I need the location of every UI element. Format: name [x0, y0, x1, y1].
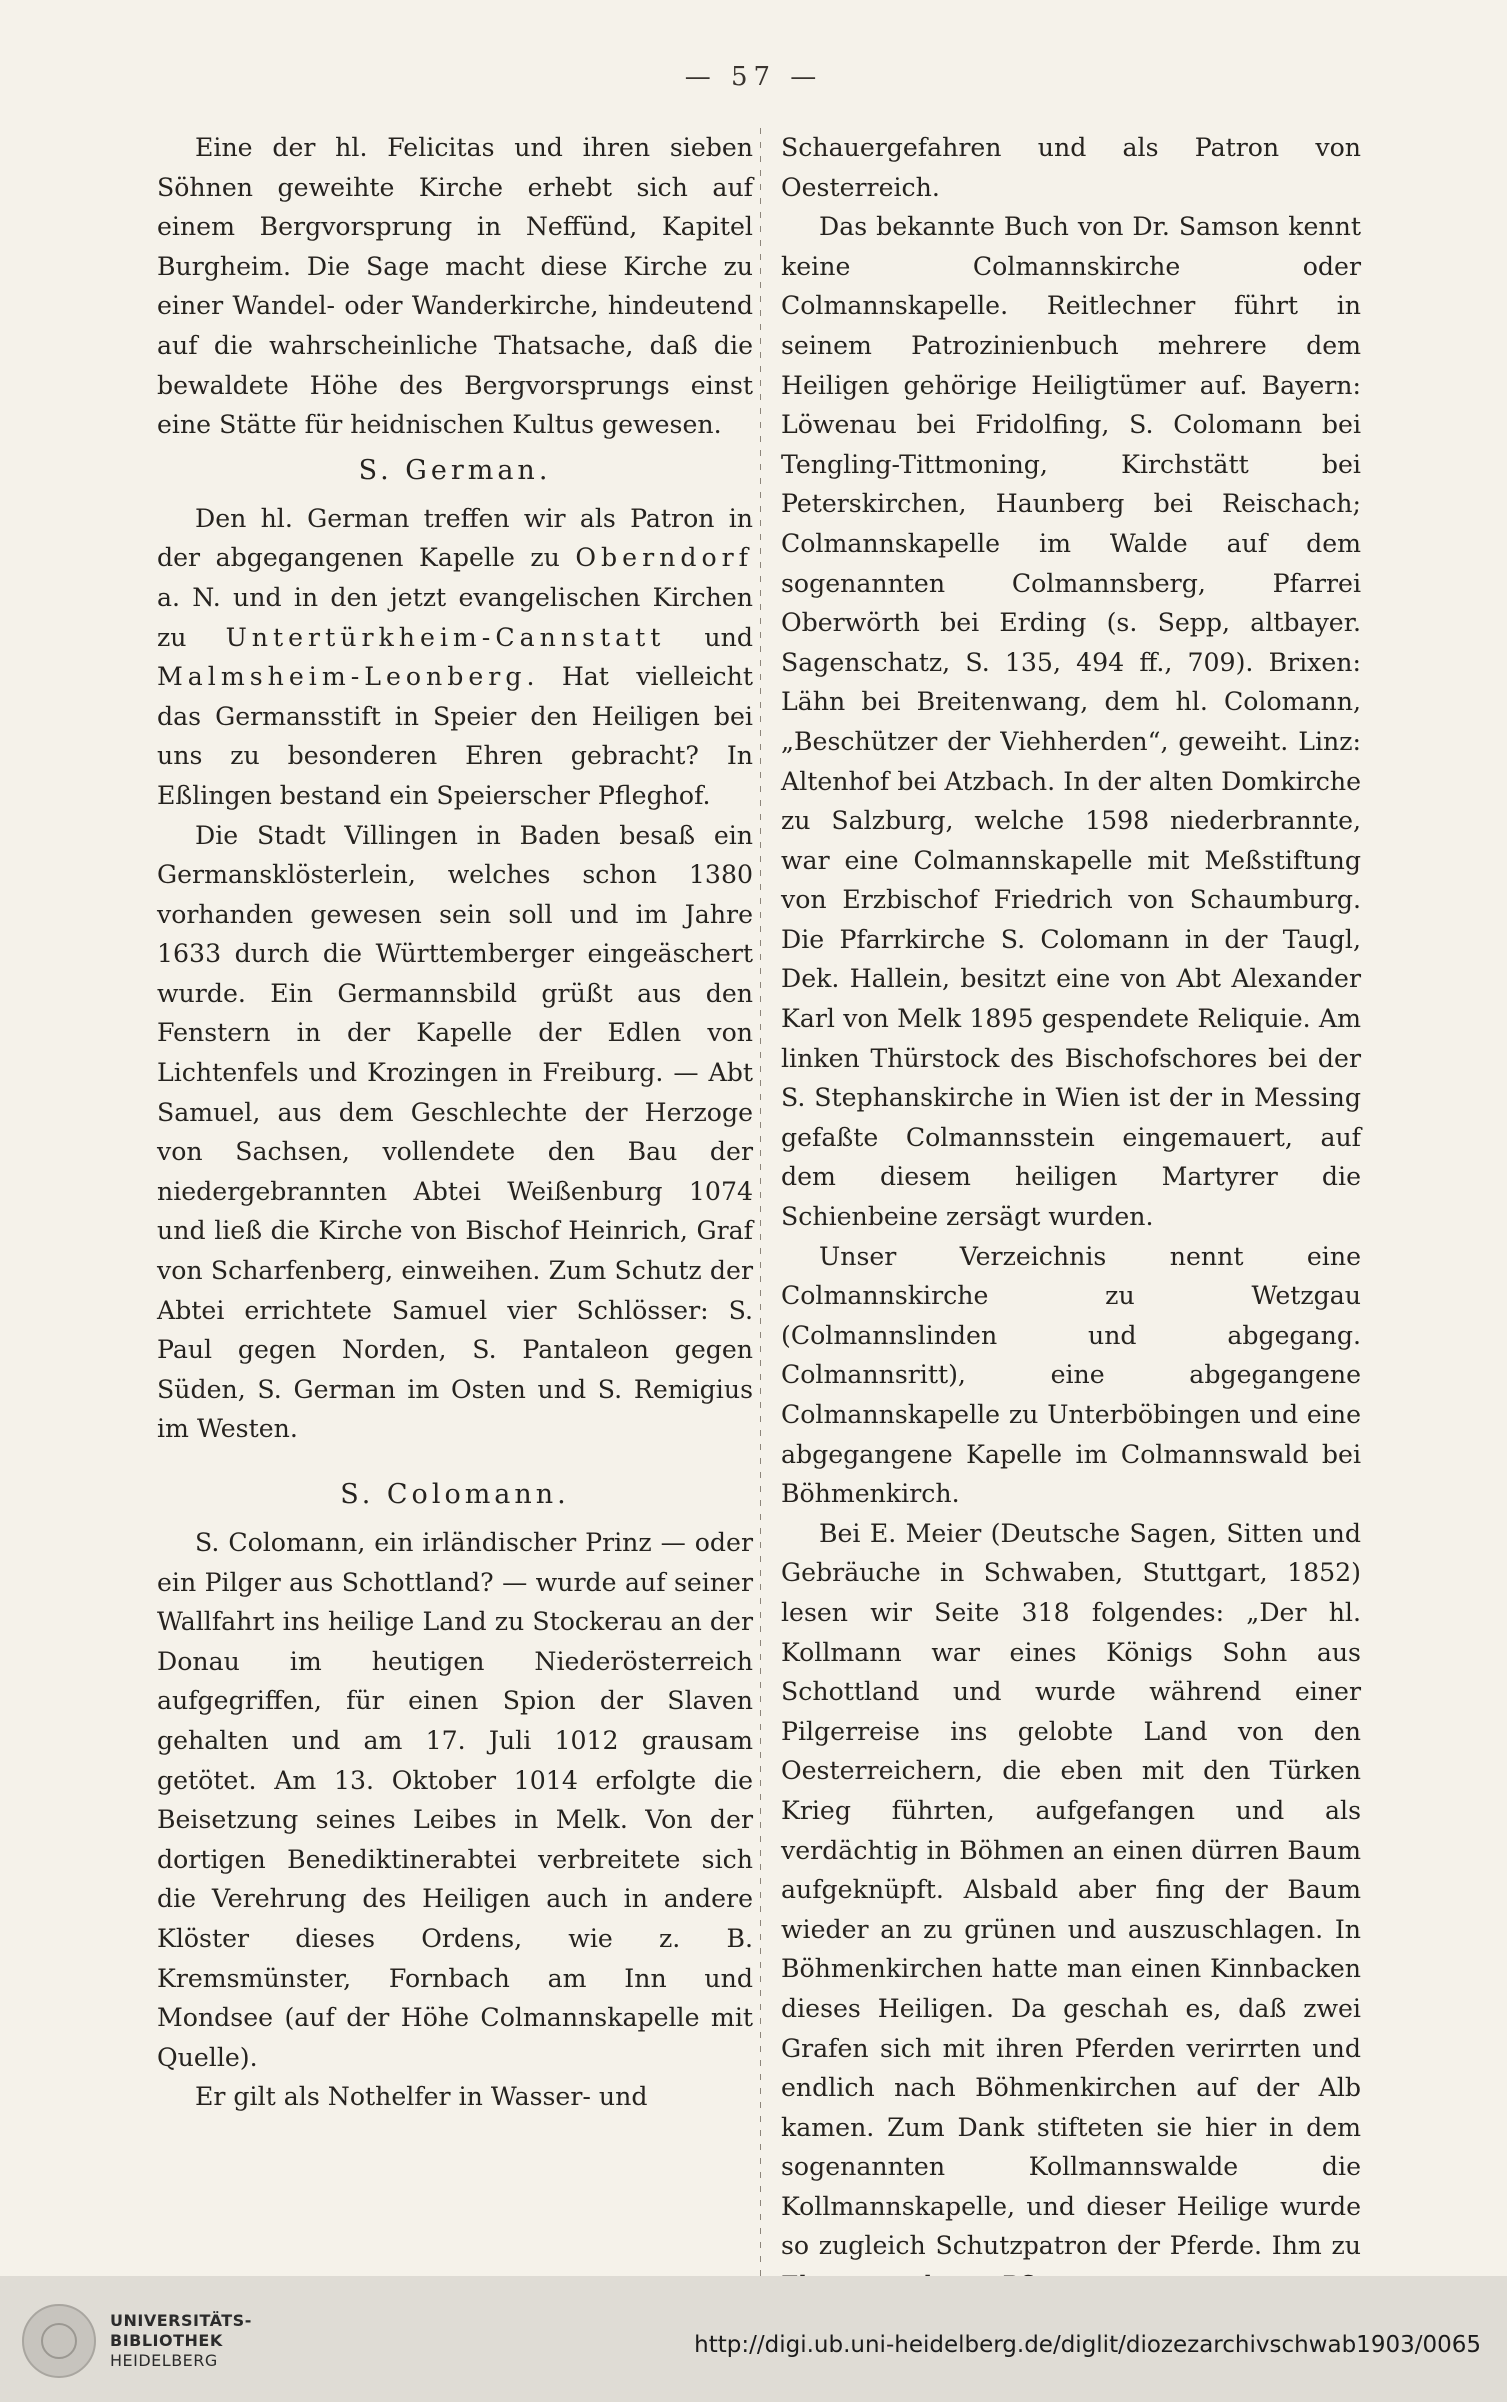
- paragraph-schauergefahren: Schauergefahren und als Patron von Oesterreich.: [781, 133, 1361, 202]
- source-url-link[interactable]: http://digi.ub.uni-heidelberg.de/diglit/diozezarchivschwab1903/0065: [694, 2332, 1481, 2358]
- library-name-line: HEIDELBERG: [110, 2351, 218, 2370]
- place-malmsheim: Malmsheim-Leonberg: [157, 662, 527, 692]
- place-untertuerkheim: Untertürkheim-Cannstatt: [225, 622, 666, 652]
- paragraph-colomann: S. Colomann, ein irländischer Prinz — oder ein Pilger aus Schottland? — wurde auf seiner Wallfahrt ins heilige Land zu Stockerau an der Donau im heutigen Niederösterreich aufgegriffen, für einen Spion der Slaven gehalten und am 17. Juli 1012 grausam getötet. Am 13. Oktober 1014 erfolgte die Beisetzung seines Leibes in Melk. Von der dortigen Benediktinerabtei verbreitete sich die Verehrung des Heiligen auch in andere Klöster dieses Ordens, wie z. B. Kremsmünster, Fornbach am Inn und Mondsee (auf der Höhe Colmannskapelle mit Quelle).: [157, 1528, 753, 2072]
- right-column: [781, 128, 1361, 2306]
- text-segment: und: [665, 622, 754, 652]
- paragraph-samson: Das bekannte Buch von Dr. Samson kennt keine Colmannskirche oder Colmannskapelle. Reitlechner führt in seinem Patrozinienbuch mehrere dem Heiligen gehörige Heiligtümer auf. Bayern: Löwenau bei Fridolfing, S. Colomann bei Tengling-Tittmoning, Kirchstätt bei Peterskirchen, Haunberg bei Reischach; Colmannskapelle im Walde auf dem sogenannten Colmannsberg, Pfarrei Oberwörth bei Erding (s. Sepp, altbayer. Sagenschatz, S. 135, 494 ff., 709). Brixen: Lähn bei Breitenwang, dem hl. Colomann, „Beschützer der Viehherden“, geweiht. Linz: Altenhof bei Atzbach. In der alten Domkirche zu Salzburg, welche 1598 niederbrannte, war eine Colmannskapelle mit Meßstiftung von Erzbischof Friedrich von Schaumburg. Die Pfarrkirche S. Colomann in der Taugl, Dek. Hallein, besitzt eine von Abt Alexander Karl von Melk 1895 gespendete Reliquie. Am linken Thürstock des Bischofschores bei der S. Stephanskirche in Wien ist der in Messing gefaßte Colmannsstein eingemauert, auf dem diesem heiligen Martyrer die Schienbeine zersägt wurden.: [781, 212, 1361, 1232]
- library-name-line: UNIVERSITÄTS-: [110, 2311, 252, 2330]
- paragraph-german-patron: [157, 499, 753, 816]
- text-segment: . Hat vielleicht das Germansstift in Speier den Heiligen bei uns zu besonderen Ehren gebracht? In Eßlingen bestand ein Speierscher Pfleghof.: [157, 662, 753, 810]
- text-segment: a. N. und in den jetzt evangelischen Kirchen zu: [157, 582, 753, 652]
- page-number: — 57 —: [684, 62, 823, 92]
- paragraph-verzeichnis: Unser Verzeichnis nennt eine Colmannskirche zu Wetzgau (Colmannslinden und abgegang. Colmannsritt), eine abgegangene Colmannskapelle zu Unterböbingen und eine abgegangene Kapelle im Colmannswald bei Böhmenkirch.: [781, 1241, 1361, 1509]
- place-oberndorf: Oberndorf: [575, 543, 753, 573]
- paragraph-nothelfer: Er gilt als Nothelfer in Wasser- und: [195, 2082, 648, 2112]
- left-column: [157, 128, 753, 2117]
- library-name-line: BIBLIOTHEK: [110, 2331, 223, 2350]
- heading-s-german: S. German.: [358, 454, 552, 486]
- text-segment: Den hl. German treffen wir als Patron in der abgegangenen Kapelle zu: [157, 503, 753, 573]
- paragraph-felicitas: Eine der hl. Felicitas und ihren sieben Söhnen geweihte Kirche erhebt sich auf einem Bergvorsprung in Neffünd, Kapitel Burgheim. Die Sage macht diese Kirche zu einer Wandel- oder Wanderkirche, hindeutend auf die wahrscheinliche Thatsache, daß die bewaldete Höhe des Bergvorsprungs einst eine Stätte für heidnischen Kultus gewesen.: [157, 133, 753, 440]
- library-name: [110, 2311, 252, 2371]
- footer-bar: [0, 2276, 1507, 2402]
- heading-s-colomann: S. Colomann.: [340, 1479, 570, 1510]
- university-seal-icon: [22, 2304, 96, 2378]
- column-divider: [760, 128, 761, 2298]
- paragraph-villingen: Die Stadt Villingen in Baden besaß ein Germansklösterlein, welches schon 1380 vorhanden gewesen sein soll und im Jahre 1633 durch die Württemberger eingeäschert wurde. Ein Germannsbild grüßt aus den Fenstern in der Kapelle der Edlen von Lichtenfels und Krozingen in Freiburg. — Abt Samuel, aus dem Geschlechte der Herzoge von Sachsen, vollendete den Bau der niedergebrannten Abtei Weißenburg 1074 und ließ die Kirche von Bischof Heinrich, Graf von Scharfenberg, einweihen. Zum Schutz der Abtei errichtete Samuel vier Schlösser: S. Paul gegen Norden, S. Pantaleon gegen Süden, S. German im Osten und S. Remigius im Westen.: [157, 820, 753, 1444]
- paragraph-meier-sage: Bei E. Meier (Deutsche Sagen, Sitten und Gebräuche in Schwaben, Stuttgart, 1852) lesen wir Seite 318 folgendes: „Der hl. Kollmann war eines Königs Sohn aus Schottland und wurde während einer Pilgerreise ins gelobte Land von den Oesterreichern, die eben mit den Türken Krieg führten, aufgefangen und als verdächtig in Böhmen an einen dürren Baum aufgeknüpft. Alsbald aber fing der Baum wieder an zu grünen und auszuschlagen. In Böhmenkirchen hatte man einen Kinnbacken dieses Heiligen. Da geschah es, daß zwei Grafen sich mit ihren Pferden verirrten und endlich nach Böhmenkirchen auf der Alb kamen. Zum Dank stifteten sie hier in dem sogenannten Kollmannswalde die Kollmannskapelle, und dieser Heilige wurde so zugleich Schutzpatron der Pferde. Ihm zu: [781, 1518, 1361, 2261]
- library-logo[interactable]: [22, 2304, 252, 2378]
